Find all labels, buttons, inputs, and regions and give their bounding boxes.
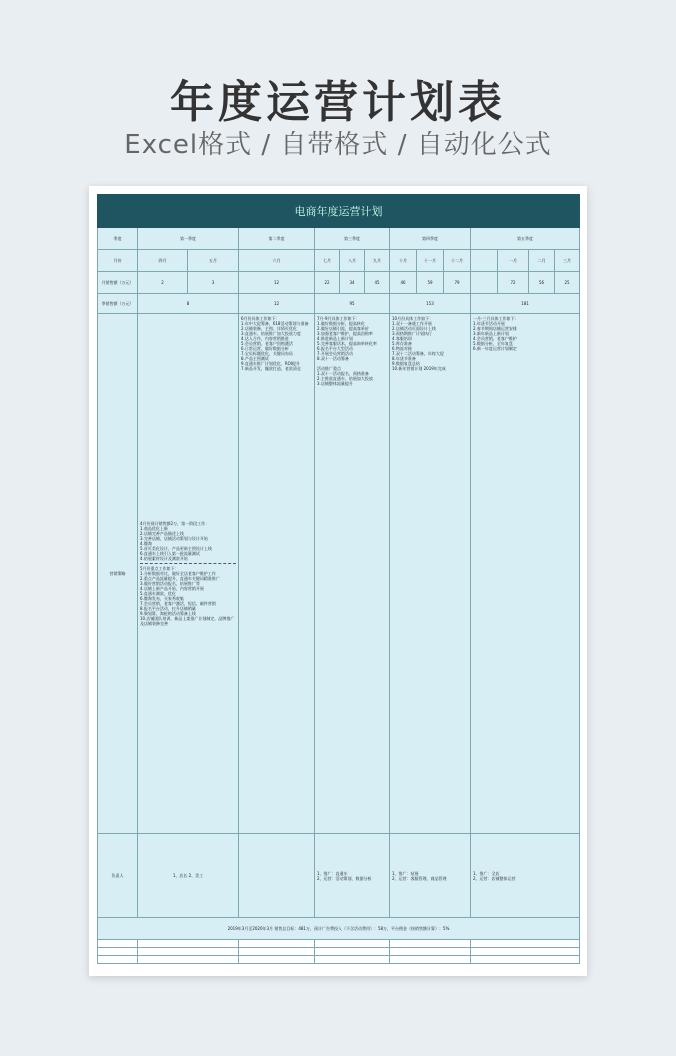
quarterly-sales-cell: 95 bbox=[315, 294, 390, 314]
hero-title: 年度运营计划表 bbox=[170, 77, 506, 128]
plan-q4-text: 10月份具体工作如下： 1.双十一备战工作开展 2.店铺活动页面设计上线 3.预热期推广计划执行 4.客服培训 5.库存准备 6.物流对接 7.双十二活动筹备，年终大促 8.年货节准备 9.数据复盘总结 10.新年营销计划 2019年完成 bbox=[392, 316, 446, 371]
month-cell: 五月 bbox=[188, 250, 239, 272]
quarter-label: 季度 bbox=[98, 228, 138, 250]
monthly-sales-cell: 22 bbox=[315, 272, 340, 294]
person-q1: 1、店长 2、美工 bbox=[138, 834, 239, 918]
quarterly-sales-cell: 153 bbox=[390, 294, 471, 314]
monthly-sales-cell: 79 bbox=[444, 272, 471, 294]
person-q3 bbox=[315, 834, 390, 918]
month-cell: 三月 bbox=[555, 250, 580, 272]
monthly-sales-cell: 56 bbox=[529, 272, 555, 294]
month-cell: 四月 bbox=[138, 250, 188, 272]
monthly-sales-label: 月销售额（万元） bbox=[98, 272, 138, 294]
plan-q5-text: 一月-三月具体工作如下： 1.年货节活动开展 2.春节期间店铺运营安排 3.新年新品上新计划 4.会员营销，老客户维护 5.数据分析，全年复盘 6.新一年度运营计划制定 bbox=[473, 316, 519, 351]
hero-subtitle: Excel格式 / 自带格式 / 自动化公式 bbox=[124, 130, 552, 160]
quarterly-sales-cell: 12 bbox=[239, 294, 315, 314]
month-cell: 二月 bbox=[529, 250, 555, 272]
month-cell: 十一月 bbox=[417, 250, 444, 272]
empty-cell bbox=[239, 948, 315, 956]
month-label: 月份 bbox=[98, 250, 138, 272]
spreadsheet-preview bbox=[89, 186, 587, 976]
empty-cell bbox=[239, 940, 315, 948]
empty-cell bbox=[471, 956, 580, 964]
sheet-title: 电商年度运营计划 bbox=[98, 195, 580, 228]
person-q5 bbox=[471, 834, 580, 918]
month-cell: 一月 bbox=[498, 250, 529, 272]
person-q2 bbox=[239, 834, 315, 918]
footer-summary: 2019年3月至2020年3月 销售总目标：481万，预计广告费投入（不含活动费用）：58万，平台佣金（按销售额计算）：5% bbox=[98, 918, 580, 940]
month-cell: 八月 bbox=[340, 250, 365, 272]
plan-table bbox=[97, 194, 580, 964]
quarter-2: 第二季度 bbox=[239, 228, 315, 250]
quarterly-sales-label: 季销售额（万元） bbox=[98, 294, 138, 314]
empty-cell bbox=[138, 956, 239, 964]
plan-q1-text-b: 5月份重点工作如下： 1.分析数据对比，做好全店老客户维护工作 2.重点产品流量提升，直通车关键词精准推广 3.做好营销活动报名，钻展推广等 4.店铺上新产品开始，内容营销开展 5.直通车测款，优化 6.微淘发布，买家秀收集 7.会员营销，老客户激活，短信、邮件营销 8.报名平台活动，拉升店铺销量 9.聚划算、淘抢购活动筹备上线 10.店铺团队培训，新品上架推广计划制定，品牌推广及店铺装修完善 bbox=[140, 566, 235, 626]
plan-q2 bbox=[239, 314, 315, 834]
monthly-sales-cell: 3 bbox=[188, 272, 239, 294]
monthly-sales-cell bbox=[471, 272, 498, 294]
quarter-3: 第三季度 bbox=[315, 228, 390, 250]
monthly-sales-cell: 34 bbox=[340, 272, 365, 294]
month-cell: 十二月 bbox=[444, 250, 471, 272]
empty-cell bbox=[390, 948, 471, 956]
plan-q3-text: 7月-9月具体工作如下： 1.做好数据分析，提高转化 2.做好店铺引流，提高客单价 3.加强老客户维护，提高回购率 4.推进新品上新计划 5.完善客服话术，提高询单转化率 6.报名平台大型活动 7.开展会员营销活动 8.双十一活动筹备 活动推广重点 1.双十一活动报名，预热准备 2.主推款直通车、钻展加大投放 3.店铺整体流量提升 bbox=[317, 316, 377, 386]
empty-cell bbox=[98, 956, 138, 964]
empty-cell bbox=[315, 956, 390, 964]
quarterly-sales-cell: 8 bbox=[138, 294, 239, 314]
month-cell: 九月 bbox=[365, 250, 390, 272]
plan-q4 bbox=[390, 314, 471, 834]
empty-cell bbox=[239, 956, 315, 964]
monthly-sales-cell: 72 bbox=[498, 272, 529, 294]
quarterly-sales-cell: 181 bbox=[471, 294, 580, 314]
person-label: 负责人 bbox=[98, 834, 138, 918]
empty-cell bbox=[471, 948, 580, 956]
quarter-1: 第一季度 bbox=[138, 228, 239, 250]
quarter-4: 第四季度 bbox=[390, 228, 471, 250]
empty-cell bbox=[471, 940, 580, 948]
person-q4-text: 1、推广：钻展 2、运营：客服管理、商品管理 bbox=[392, 870, 447, 881]
monthly-sales-cell: 12 bbox=[239, 272, 315, 294]
month-cell: 七月 bbox=[315, 250, 340, 272]
empty-cell bbox=[315, 948, 390, 956]
plan-label: 营销策略 bbox=[98, 314, 138, 834]
empty-cell bbox=[315, 940, 390, 948]
monthly-sales-cell: 2 bbox=[138, 272, 188, 294]
quarter-5: 第五季度 bbox=[471, 228, 580, 250]
plan-q5 bbox=[471, 314, 580, 834]
month-cell: 六月 bbox=[239, 250, 315, 272]
empty-cell bbox=[390, 940, 471, 948]
plan-q2-text: 6月份具体工作如下： 1.年中大促筹备，618活动策划与准备 2.店铺装修、主图、详情页优化 3.直通车、钻展推广加大投放力度 4.达人合作，内容营销推进 5.会员营销，老客户回购激活 6.日常运营，做好数据分析 7.宝贝标题优化，关键词布局 8.产品主图测试 9.直通车推广计划优化，ROI提升 7.新品开发，爆款打造，老款清仓 bbox=[241, 316, 309, 371]
plan-q3 bbox=[315, 314, 390, 834]
month-cell bbox=[471, 250, 498, 272]
empty-cell bbox=[98, 948, 138, 956]
plan-q1 bbox=[138, 314, 239, 834]
person-q3-text: 1、推广：直通车 2、运营：活动策划、数据分析 bbox=[317, 870, 372, 881]
empty-cell bbox=[390, 956, 471, 964]
month-cell: 十月 bbox=[390, 250, 417, 272]
plan-q1-text-a: 4月份预计销售额2万，第一阶段工作： 1.商品优化上新 2.店铺完善产品描述上线 3.完善店铺，店铺活动策划与设计开始 4.微淘 5.首页美化设计，产品更新主图设计上线 6.直通车上线引入第一批流量测试 4.钻展素材设计及测款开始 bbox=[140, 521, 212, 561]
empty-cell bbox=[138, 940, 239, 948]
person-q4 bbox=[390, 834, 471, 918]
monthly-sales-cell: 45 bbox=[365, 272, 390, 294]
monthly-sales-cell: 59 bbox=[417, 272, 444, 294]
divider bbox=[140, 563, 236, 564]
empty-cell bbox=[98, 940, 138, 948]
person-q5-text: 1、推广：全店 2、运营：店铺整体运营 bbox=[473, 870, 516, 881]
monthly-sales-cell: 25 bbox=[555, 272, 580, 294]
monthly-sales-cell: 46 bbox=[390, 272, 417, 294]
empty-cell bbox=[138, 948, 239, 956]
